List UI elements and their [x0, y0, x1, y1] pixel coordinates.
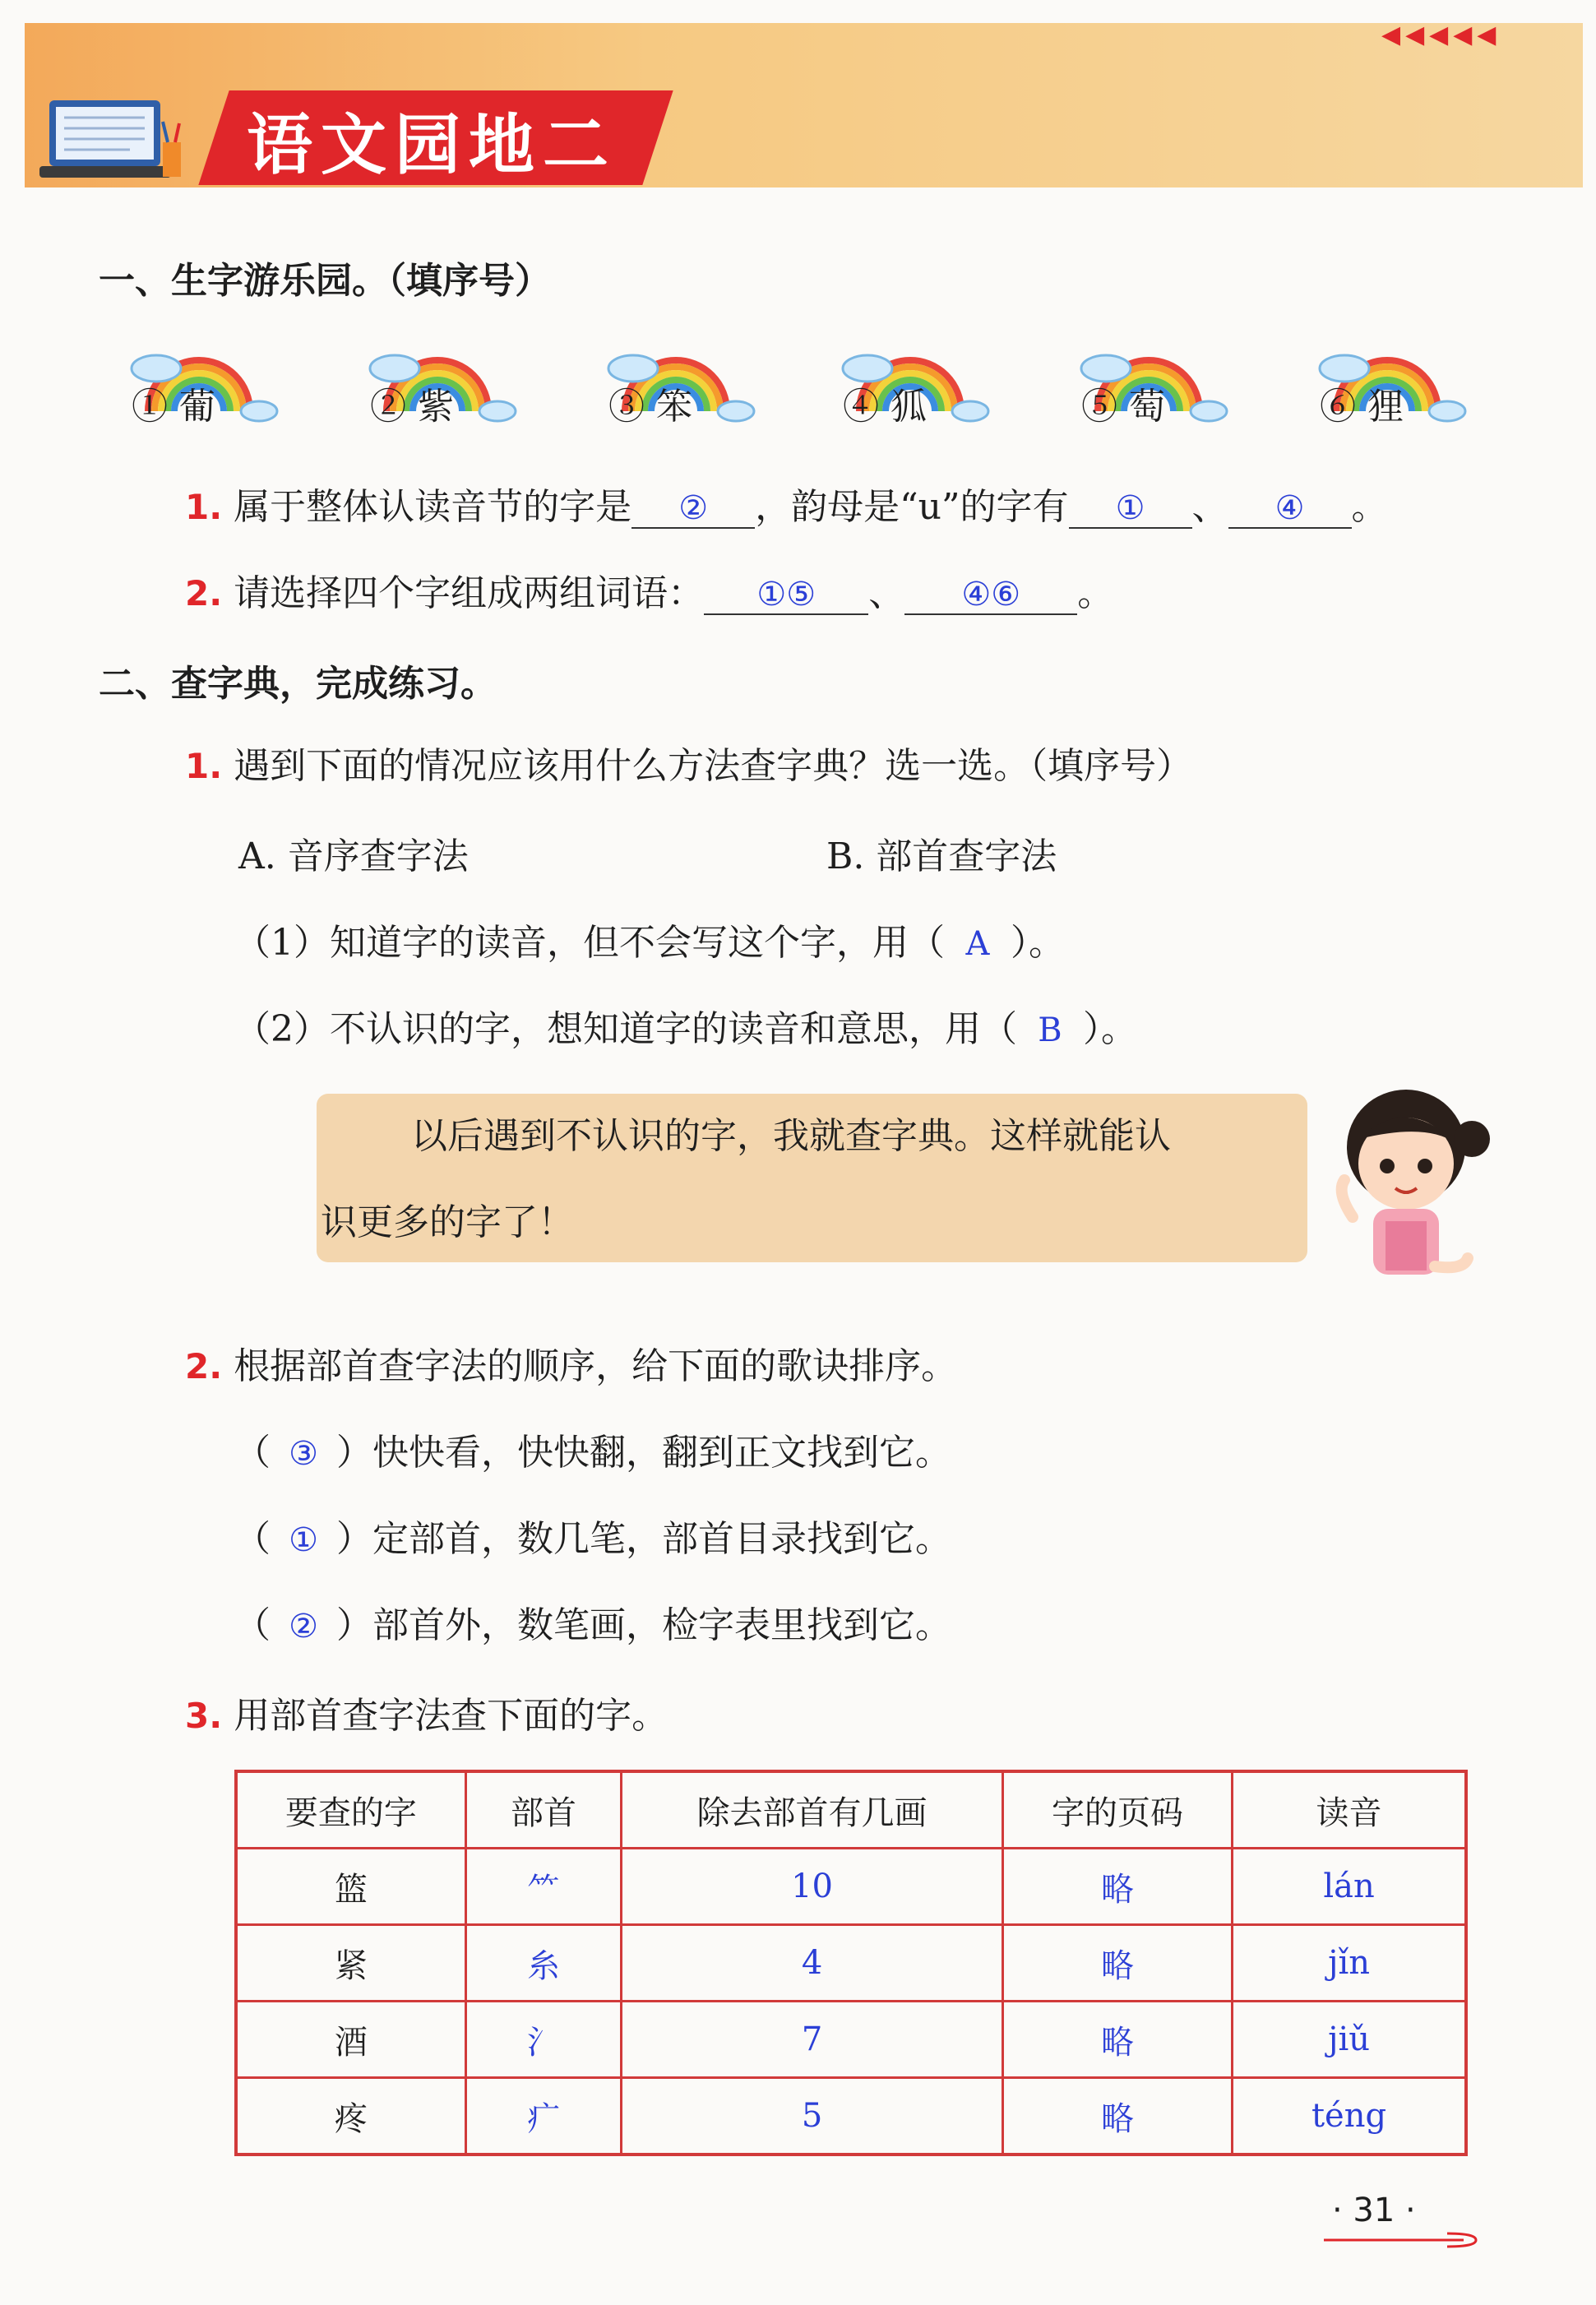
table-header-row — [236, 1771, 1466, 1849]
separator: 、 — [868, 572, 905, 614]
rainbow-item — [123, 329, 280, 431]
answer-blank[interactable]: ① — [1069, 489, 1192, 529]
question-number: 3. — [185, 1696, 223, 1736]
s1-question-1 — [185, 477, 1388, 530]
answer-cell[interactable]: 疒 — [465, 2078, 622, 2155]
answer-slot[interactable]: B — [1038, 1011, 1062, 1049]
answer-cell[interactable]: 略 — [1002, 1925, 1232, 2002]
bubble-line-2: 识更多的字了！ — [321, 1201, 574, 1243]
answer-cell[interactable]: lán — [1233, 1849, 1466, 1925]
question-number: 1. — [185, 487, 223, 527]
table-header-cell: 部首 — [465, 1771, 622, 1849]
question-text: （1）知道字的读音，但不会写这个字，用（ — [234, 922, 945, 964]
question-text: 遇到下面的情况应该用什么方法查字典？选一选。（填序号） — [234, 745, 1193, 787]
answer-cell[interactable]: 4 — [622, 1925, 1003, 2002]
table-cell: 疼 — [236, 2078, 465, 2155]
question-number: 2. — [185, 1346, 223, 1386]
answer-blank[interactable]: ② — [631, 489, 755, 529]
song-text: ）快快看，快快翻，翻到正文找到它。 — [336, 1432, 951, 1474]
answer-slot[interactable]: ② — [289, 1608, 318, 1645]
answer-cell[interactable]: 略 — [1002, 1849, 1232, 1925]
answer-cell[interactable]: jǐn — [1233, 1925, 1466, 2002]
table-cell: 酒 — [236, 2002, 465, 2078]
answer-cell[interactable]: 5 — [622, 2078, 1003, 2155]
rainbow-item — [362, 329, 518, 431]
rainbow-label: ③ 笨 — [608, 386, 692, 428]
section2-title: 二、查字典，完成练习。 — [99, 663, 497, 705]
answer-blank[interactable]: ④⑥ — [904, 576, 1077, 615]
option-a: A. 音序查字法 — [238, 835, 469, 877]
answer-slot[interactable]: ③ — [289, 1435, 318, 1473]
answer-slot[interactable]: ① — [289, 1521, 318, 1559]
rainbow-item — [1073, 329, 1229, 431]
table-row — [236, 1925, 1466, 2002]
table-cell: 紧 — [236, 1925, 465, 2002]
s2-question-2 — [185, 1336, 957, 1389]
table-header-cell: 字的页码 — [1002, 1771, 1232, 1849]
answer-cell[interactable]: jiǔ — [1233, 2002, 1466, 2078]
punct: ）。 — [1011, 922, 1065, 964]
rainbow-label: ② 紫 — [370, 386, 454, 428]
table-cell: 篮 — [236, 1849, 465, 1925]
answer-cell[interactable]: 略 — [1002, 2002, 1232, 2078]
punct: 。 — [1351, 486, 1388, 528]
song-line — [234, 1509, 951, 1562]
song-text: ）部首外，数笔画，检字表里找到它。 — [336, 1604, 951, 1646]
s2-question-3 — [185, 1686, 668, 1738]
rainbow-item — [1311, 329, 1468, 431]
rainbow-item — [600, 329, 756, 431]
page-underline-icon — [1324, 2230, 1480, 2250]
punct: ）。 — [1083, 1008, 1137, 1050]
table-header-cell: 读音 — [1233, 1771, 1466, 1849]
question-text: 用部首查字法查下面的字。 — [234, 1695, 668, 1737]
sub-question-1 — [234, 913, 1065, 965]
question-text: 根据部首查字法的顺序，给下面的歌诀排序。 — [234, 1345, 958, 1387]
answer-blank[interactable]: ④ — [1228, 489, 1352, 529]
song-line — [234, 1595, 951, 1648]
answer-cell[interactable]: 略 — [1002, 2078, 1232, 2155]
answer-cell[interactable]: 10 — [622, 1849, 1003, 1925]
table-row — [236, 2078, 1466, 2155]
answer-cell[interactable]: 氵 — [465, 2002, 622, 2078]
table-header-cell: 要查的字 — [236, 1771, 465, 1849]
rainbow-label: ⑤ 萄 — [1081, 386, 1165, 428]
page-title: 语文园地二 — [247, 107, 617, 183]
option-b: B. 部首查字法 — [826, 835, 1057, 877]
question-text: ，韵母是“u”的字有 — [755, 486, 1069, 528]
question-number: 1. — [185, 746, 223, 786]
answer-cell[interactable]: téng — [1233, 2078, 1466, 2155]
rainbow-label: ④ 狐 — [843, 386, 927, 428]
bubble-line-1: 以后遇到不认识的字，我就查字典。这样就能认 — [411, 1115, 1171, 1157]
table-header-cell: 除去部首有几画 — [622, 1771, 1003, 1849]
s1-question-2 — [185, 563, 1113, 616]
punct: （ — [234, 1518, 271, 1560]
table-row — [236, 1849, 1466, 1925]
question-text: （2）不认识的字，想知道字的读音和意思，用（ — [234, 1008, 1017, 1050]
punct: （ — [234, 1432, 271, 1474]
rainbow-item — [835, 329, 991, 431]
answer-cell[interactable]: ⺮ — [465, 1849, 622, 1925]
laptop-icon — [39, 97, 187, 187]
separator: 、 — [1191, 486, 1228, 528]
song-line — [234, 1423, 951, 1475]
rainbow-label: ① 葡 — [132, 386, 215, 428]
section1-title: 一、生字游乐园。（填序号） — [99, 260, 551, 302]
table-row — [236, 2002, 1466, 2078]
girl-illustration-icon — [1320, 1077, 1497, 1299]
header-decoration: ◀◀◀◀◀ — [1381, 21, 1501, 49]
question-text: 属于整体认读音节的字是 — [234, 486, 632, 528]
punct: （ — [234, 1604, 271, 1646]
radical-table — [234, 1770, 1468, 2156]
page-number: · 31 · — [1332, 2192, 1416, 2229]
answer-cell[interactable]: 7 — [622, 2002, 1003, 2078]
sub-question-2 — [234, 999, 1137, 1052]
song-text: ）定部首，数几笔，部首目录找到它。 — [336, 1518, 951, 1560]
rainbow-label: ⑥ 狸 — [1320, 386, 1404, 428]
answer-blank[interactable]: ①⑤ — [704, 576, 868, 615]
question-text: 请选择四个字组成两组词语： — [234, 572, 705, 614]
question-number: 2. — [185, 573, 223, 613]
s2-question-1 — [185, 736, 1192, 789]
punct: 。 — [1077, 572, 1114, 614]
answer-cell[interactable]: 糸 — [465, 1925, 622, 2002]
answer-slot[interactable]: A — [965, 925, 990, 963]
